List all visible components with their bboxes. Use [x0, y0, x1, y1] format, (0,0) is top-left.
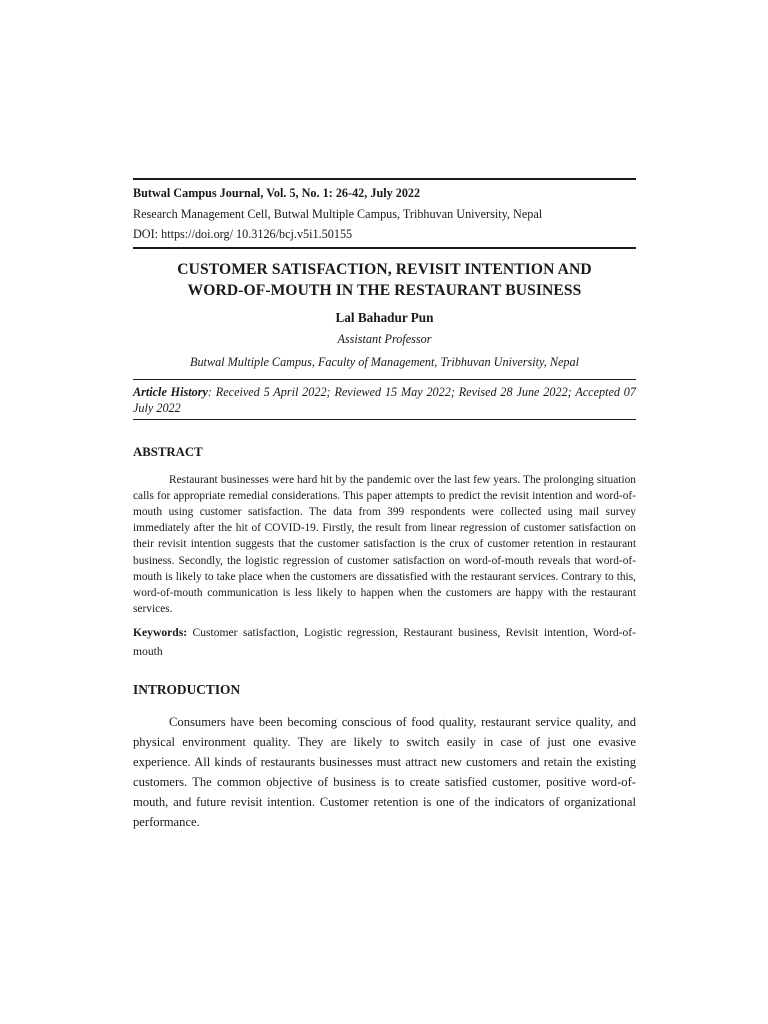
article-first-page — [133, 178, 636, 832]
title-line-2: WORD-OF-MOUTH IN THE RESTAURANT BUSINESS — [187, 281, 582, 299]
publisher-line: Research Management Cell, Butwal Multiple Campus, Tribhuvan University, Nepal — [133, 206, 543, 221]
introduction-heading: INTRODUCTION — [133, 682, 241, 698]
article-history-label: Article History — [133, 384, 208, 399]
header-bottom-rule — [133, 247, 636, 249]
history-bottom-rule — [133, 419, 636, 420]
abstract-heading: ABSTRACT — [133, 444, 203, 459]
keywords-list: Customer satisfaction, Logistic regression, Restaurant business, Revisit intention, Word-of-mouth — [133, 626, 636, 659]
title-line-1: CUSTOMER SATISFACTION, REVISIT INTENTION AND — [177, 260, 592, 278]
author-role: Assistant Professor — [337, 331, 432, 346]
introduction-body: Consumers have been becoming conscious of food quality, restaurant service quality, and physical environment quality. They are likely to switch easily in case of just one evasive experience. All kinds of restaurants businesses must attract new customers and retain the existing customers. The common objective of business is to create satisfied customer, positive word-of-mouth, and future revisit intention. Customer retention is one of the indicators of organizational performance. — [133, 715, 636, 830]
article-history-dates: : Received 5 April 2022; Reviewed 15 May 2022; Revised 28 June 2022; Accepted 07 July 2022 — [133, 384, 636, 415]
keywords — [133, 623, 636, 661]
journal-header — [133, 180, 636, 247]
doi-line: DOI: https://doi.org/ 10.3126/bcj.v5i1.50155 — [133, 227, 353, 241]
article-history — [133, 380, 636, 419]
article-history-block — [133, 379, 636, 420]
journal-citation: Butwal Campus Journal, Vol. 5, No. 1: 26-42, July 2022 — [133, 186, 421, 200]
author-affiliation: Butwal Multiple Campus, Faculty of Management, Tribhuvan University, Nepal — [190, 354, 579, 369]
abstract-body: Restaurant businesses were hard hit by the pandemic over the last few years. The prolonging situation calls for appropriate remedial considerations. This paper attempts to predict the revisit intention and word-of-mouth using customer satisfaction. The data from 399 respondents were collected using mail survey immediately after the hit of COVID-19. Firstly, the result from linear regression of customer satisfaction on their revisit intention suggests that the customer satisfaction is the crux of customer retention in restaurant business. Secondly, the logistic regression of customer satisfaction on word-of-mouth reveals that word-of-mouth is likely to take place when the customers are dissatisfied with the restaurant services. Contrary to this, word-of-mouth communication is less likely to happen when the customers are happy with the restaurant services. — [133, 473, 636, 616]
author-name: Lal Bahadur Pun — [335, 309, 434, 325]
paper-title — [133, 259, 636, 301]
keywords-label: Keywords: — [133, 626, 188, 640]
